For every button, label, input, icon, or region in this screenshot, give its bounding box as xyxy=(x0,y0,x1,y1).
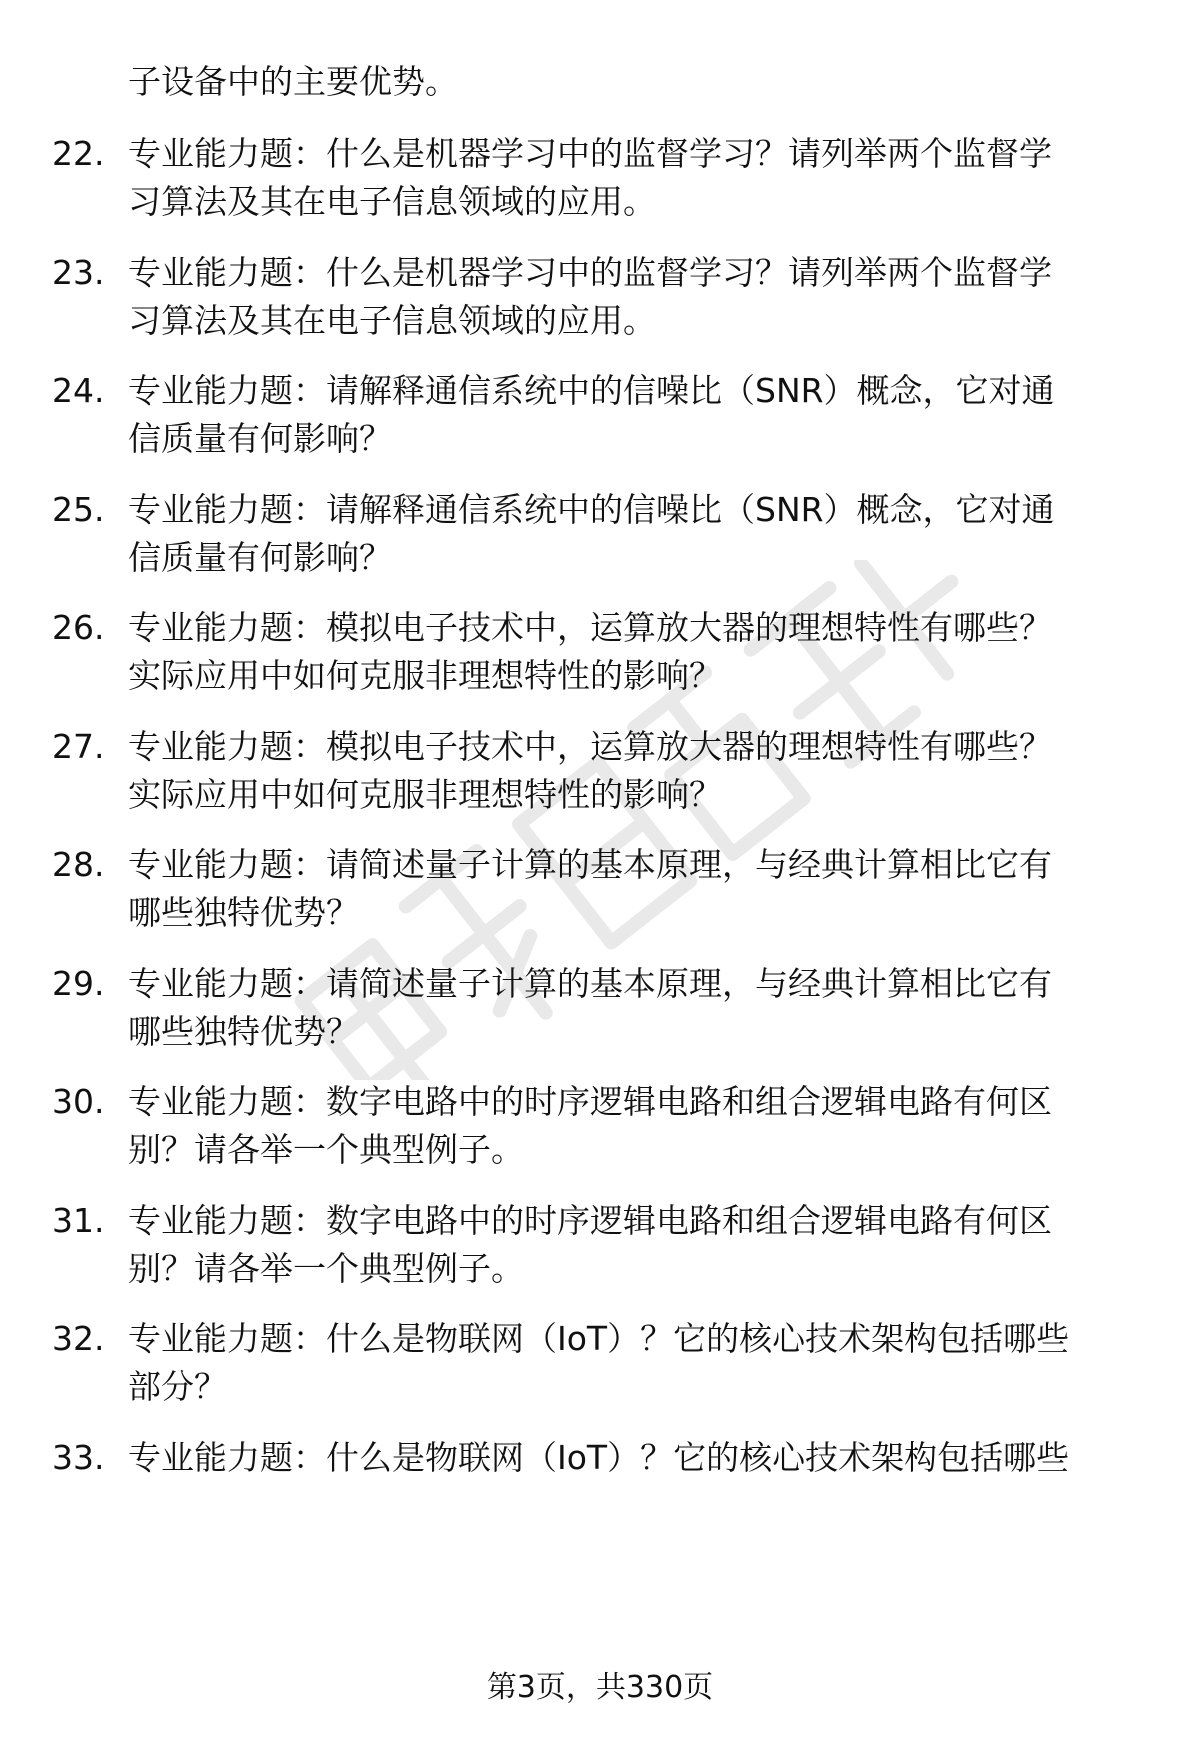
question-number: 32. xyxy=(52,1319,105,1358)
question-text-line: 哪些独特优势？ xyxy=(128,893,359,932)
question-text xyxy=(128,1315,1168,1411)
question-text xyxy=(128,1197,1168,1293)
question-text-line: 哪些独特优势？ xyxy=(128,1011,359,1051)
question-text-line: 实际应用中如何克服非理想特性的影响？ xyxy=(128,656,722,695)
question-text xyxy=(128,841,1168,937)
question-number: 33. xyxy=(52,1437,105,1477)
question-number: 24. xyxy=(52,371,105,410)
question-text-line: 习算法及其在电子信息领域的应用。 xyxy=(128,182,656,221)
question-number: 28. xyxy=(52,845,105,884)
question-text xyxy=(128,960,1168,1056)
question-text-line: 别？请各举一个典型例子。 xyxy=(128,1248,524,1288)
question-number: 23. xyxy=(52,252,105,292)
question-text-line: 专业能力题：请解释通信系统中的信噪比（SNR）概念，它对通 xyxy=(128,489,1055,529)
page-footer: 第3页，共330页 xyxy=(486,1670,714,1705)
question-text-line: 专业能力题：数字电路中的时序逻辑电路和组合逻辑电路有何区 xyxy=(128,1200,1052,1240)
question-text-line: 实际应用中如何克服非理想特性的影响？ xyxy=(128,774,722,814)
question-text-line: 专业能力题：什么是机器学习中的监督学习？请列举两个监督学 xyxy=(128,252,1052,292)
question-text xyxy=(128,723,1168,819)
question-text-line: 信质量有何影响？ xyxy=(128,537,392,577)
question-text-line: 信质量有何影响？ xyxy=(128,419,392,458)
question-text-line: 专业能力题：请简述量子计算的基本原理，与经典计算相比它有 xyxy=(128,845,1052,884)
question-text-line: 专业能力题：模拟电子技术中，运算放大器的理想特性有哪些？ xyxy=(128,608,1052,647)
question-text-line: 专业能力题：数字电路中的时序逻辑电路和组合逻辑电路有何区 xyxy=(128,1082,1052,1121)
question-text-line: 专业能力题：什么是物联网（IoT）？它的核心技术架构包括哪些 xyxy=(128,1319,1070,1358)
question-number: 27. xyxy=(52,726,105,766)
question-text-line: 专业能力题：请解释通信系统中的信噪比（SNR）概念，它对通 xyxy=(128,371,1055,410)
question-text xyxy=(128,486,1168,582)
question-number: 22. xyxy=(52,134,105,173)
question-number: 30. xyxy=(52,1082,105,1121)
continued-question-text: 子设备中的主要优势。 xyxy=(128,62,458,101)
question-text-line: 专业能力题：请简述量子计算的基本原理，与经典计算相比它有 xyxy=(128,963,1052,1003)
question-text-line: 专业能力题：模拟电子技术中，运算放大器的理想特性有哪些？ xyxy=(128,726,1052,766)
question-number: 31. xyxy=(52,1200,105,1240)
question-text-line: 习算法及其在电子信息领域的应用。 xyxy=(128,300,656,340)
question-text-line: 别？请各举一个典型例子。 xyxy=(128,1130,524,1169)
question-text-line: 专业能力题：什么是物联网（IoT）？它的核心技术架构包括哪些 xyxy=(128,1437,1070,1477)
question-number: 26. xyxy=(52,608,105,647)
question-number: 29. xyxy=(52,963,105,1003)
question-text-line: 专业能力题：什么是机器学习中的监督学习？请列举两个监督学 xyxy=(128,134,1052,173)
question-text xyxy=(128,604,1168,700)
question-text xyxy=(128,1434,1168,1482)
question-number: 25. xyxy=(52,489,105,529)
question-text xyxy=(128,130,1168,226)
question-text xyxy=(128,367,1168,463)
question-text xyxy=(128,249,1168,345)
question-text xyxy=(128,1078,1168,1174)
question-text-line: 部分？ xyxy=(128,1367,227,1406)
